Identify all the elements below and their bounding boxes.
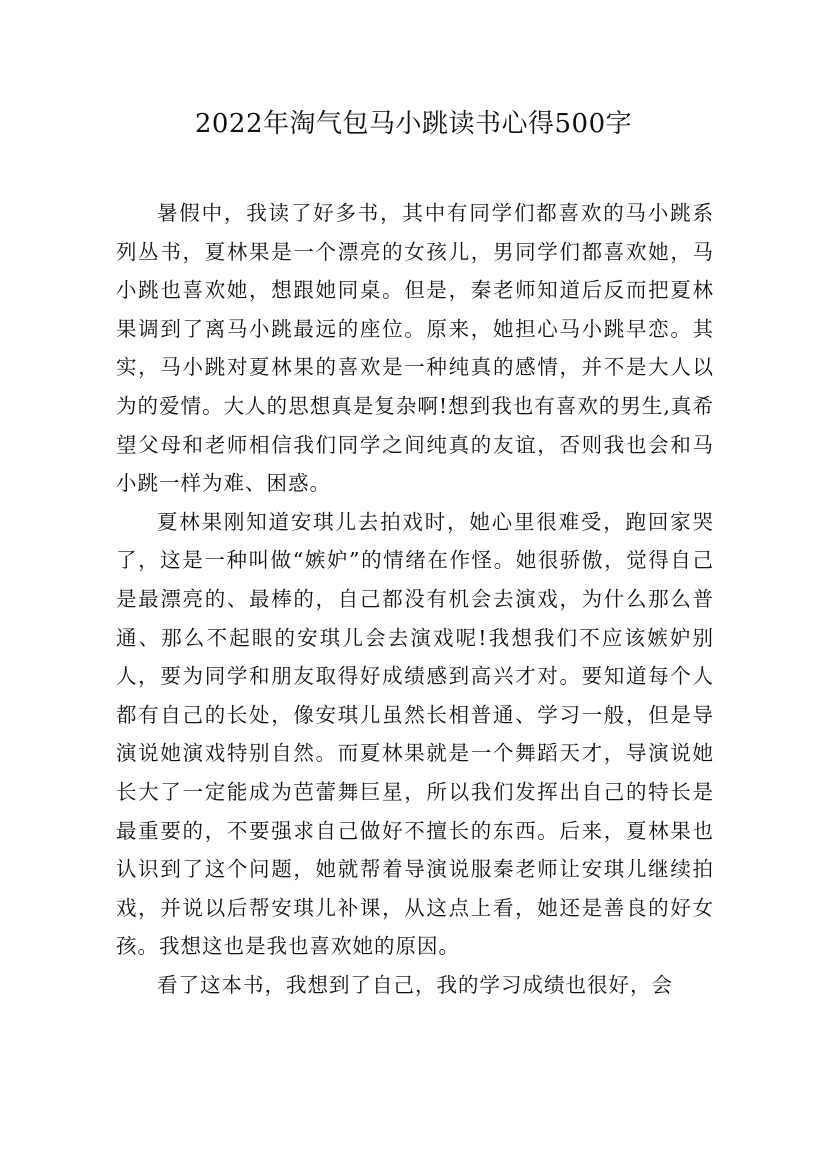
document-title: 2022年淘气包马小跳读书心得500字 xyxy=(194,109,633,139)
document-body xyxy=(116,194,714,1004)
paragraph-2: 夏林果刚知道安琪儿去拍戏时，她心里很难受，跑回家哭了，这是一种叫做“嫉妒”的情绪在作怪。她很骄傲，觉得自己是最漂亮的、最棒的，自己都没有机会去演戏，为什么那么普通、那么不起眼的安琪儿会去演戏呢!我想我们不应该嫉妒别人，要为同学和朋友取得好成绩感到高兴才对。要知道每个人都有自己的长处，像安琪儿虽然长相普通、学习一般，但是导演说她演戏特别自然。而夏林果就是一个舞蹈天才，导演说她长大了一定能成为芭蕾舞巨星，所以我们发挥出自己的特长是最重要的，不要强求自己做好不擅长的东西。后来，夏林果也认识到了这个问题，她就帮着导演说服秦老师让安琪儿继续拍戏，并说以后帮安琪儿补课，从这点上看，她还是善良的好女孩。我想这也是我也喜欢她的原因。 xyxy=(116,509,714,959)
paragraph-3: 看了这本书，我想到了自己，我的学习成绩也很好，会 xyxy=(157,972,673,997)
paragraph-1: 暑假中，我读了好多书，其中有同学们都喜欢的马小跳系列丛书，夏林果是一个漂亮的女孩儿，男同学们都喜欢她，马小跳也喜欢她，想跟她同桌。但是，秦老师知道后反而把夏林果调到了离马小跳最远的座位。原来，她担心马小跳早恋。其实，马小跳对夏林果的喜欢是一种纯真的感情，并不是大人以为的爱情。大人的思想真是复杂啊!想到我也有喜欢的男生,真希望父母和老师相信我们同学之间纯真的友谊，否则我也会和马小跳一样为难、困惑。 xyxy=(116,201,714,496)
